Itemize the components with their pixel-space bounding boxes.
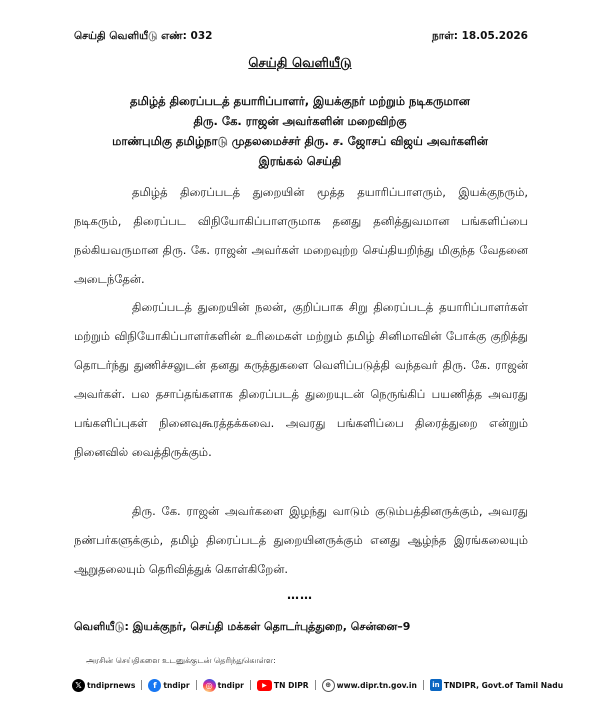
x-icon: 𝕏 [72,679,85,692]
heading-line: மாண்புமிகு தமிழ்நாடு முதலமைச்சர் திரு. ச. ஜோசப் விஜய் அவர்களின் [112,134,488,148]
release-number: செய்தி வெளியீடு எண்: 032 [74,30,213,42]
release-footer: வெளியீடு: இயக்குநர், செய்தி மக்கள் தொடர்புத்துறை, சென்னை–9 [74,620,411,633]
divider [250,680,251,690]
social-label: tndipr [217,680,244,690]
youtube-icon: ▶ [257,680,272,691]
heading-line: தமிழ்த் திரைப்படத் தயாரிப்பாளர், இயக்குநர் மற்றும் நடிகருமான [130,94,470,108]
body-paragraph-3: திரு. கே. ராஜன் அவர்களை இழந்து வாடும் குடும்பத்தினருக்கும், அவரது நண்பர்களுக்கும், தமிழ் திரைப்படத் துறையினருக்கும் எனது ஆழ்ந்த இரங்கலையும் ஆறுதலையும் தெரிவித்துக் கொள்கிறேன். [74,504,528,576]
social-label: www.dipr.tn.gov.in [336,680,417,690]
divider [423,680,424,690]
social-label: TN DIPR [273,680,309,690]
follow-label: அரசின் செய்திகளை உடனுக்குடன் தெரிந்துகொள்ள: [86,656,276,665]
linkedin-icon: in [430,679,442,691]
social-label: TNDIPR, Govt.of Tamil Nadu [443,680,564,690]
social-label: tndiprnews [87,680,136,690]
body-paragraph-1: தமிழ்த் திரைப்படத் துறையின் மூத்த தயாரிப்பாளரும், இயக்குநரும், நடிகரும், திரைப்பட விநியோகிப்பாளருமாக தனது தனித்துவமான பங்களிப்பை நல்கியவருமான திரு. கே. ராஜன் அவர்கள் மறைவுற்ற செய்தியறிந்து மிகுந்த வேதனை அடைந்தேன். [74,185,528,286]
social-links [72,676,592,694]
subject-heading [60,91,540,171]
divider [196,680,197,690]
heading-line: திரு. கே. ராஜன் அவர்களின் மறைவிற்கு [193,114,407,128]
social-link-facebook[interactable] [148,679,189,692]
end-marker: …… [287,588,313,602]
social-link-website[interactable] [322,679,417,692]
instagram-icon: ◎ [203,679,216,692]
social-label: tndipr [163,680,190,690]
facebook-icon: f [148,679,161,692]
divider [141,680,142,690]
social-link-youtube[interactable] [257,680,309,691]
divider [315,680,316,690]
document-title: செய்தி வெளியீடு [248,56,352,71]
heading-line: இரங்கல் செய்தி [258,154,342,168]
release-date: நாள்: 18.05.2026 [432,30,528,42]
social-link-linkedin[interactable] [430,679,563,691]
social-link-instagram[interactable] [203,679,244,692]
body-paragraph-2: திரைப்படத் துறையின் நலன், குறிப்பாக சிறு திரைப்படத் தயாரிப்பாளர்கள் மற்றும் விநியோகிப்பாளர்களின் உரிமைகள் மற்றும் தமிழ் சினிமாவின் போக்கு குறித்து தொடர்ந்து துணிச்சலுடன் தனது கருத்துகளை வெளிப்படுத்தி வந்தவர் திரு. கே. ராஜன் அவர்கள். பல தசாப்தங்களாக திரைப்படத் துறையுடன் நெருங்கிப் பயணித்த அவரது பங்களிப்புகள் நினைவுகூரத்தக்கவை. அவரது பங்களிப்பை திரைத்துறை என்றும் நினைவில் வைத்திருக்கும். [74,300,528,459]
web-icon: ⊕ [322,679,335,692]
header-line [74,30,528,46]
social-link-x[interactable] [72,679,135,692]
